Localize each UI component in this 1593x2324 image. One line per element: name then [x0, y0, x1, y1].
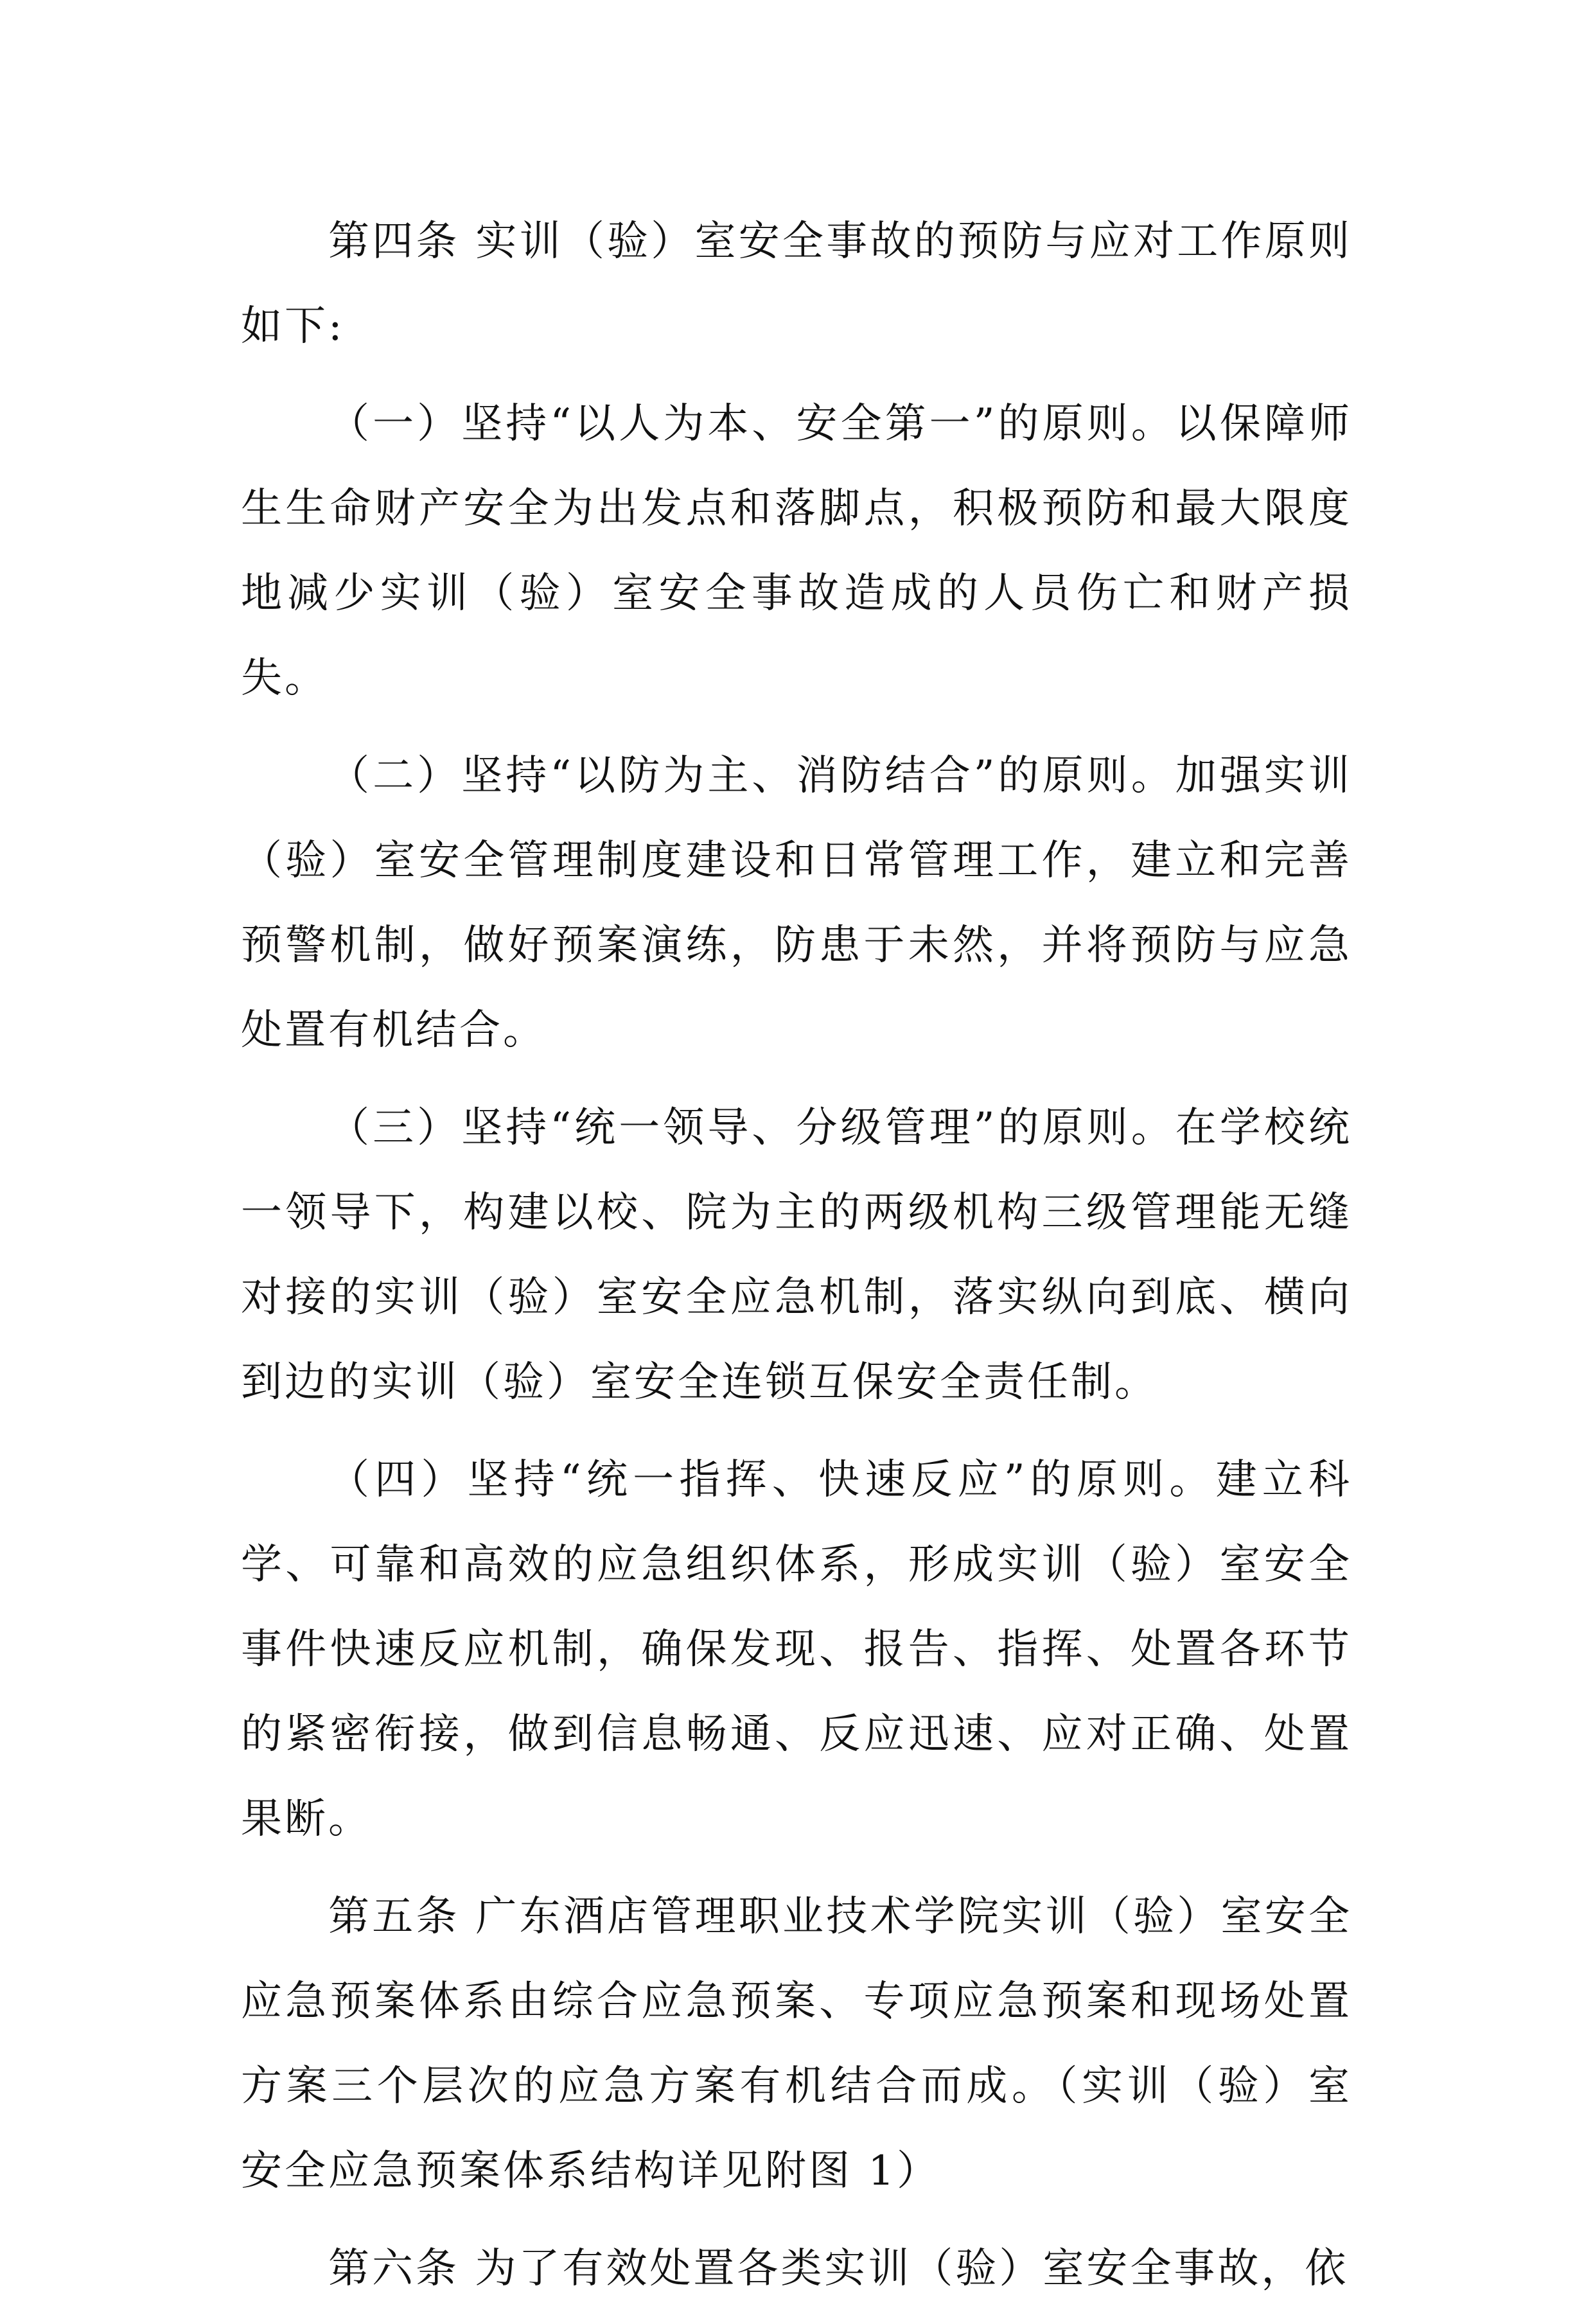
paragraph-article-5: 第五条 广东酒店管理职业技术学院实训（验）室安全应急预案体系由综合应急预案、专项应急预案和现场处置方案三个层次的应急方案有机结合而成。（实训（验）室安全应急预案体系结构详见附图 1）: [241, 1893, 1352, 2195]
paragraph-principle-1: （一）坚持“以人为本、安全第一”的原则。以保障师生生命财产安全为出发点和落脚点，积极预防和最大限度地减少实训（验）室安全事故造成的人员伤亡和财产损失。: [241, 400, 1352, 702]
paragraph-article-6: 第六条 为了有效处置各类实训（验）室安全事故，依: [328, 2245, 1349, 2293]
paragraph-principle-4: （四）坚持“统一指挥、快速反应”的原则。建立科学、可靠和高效的应急组织体系，形成实训（验）室安全事件快速反应机制，确保发现、报告、指挥、处置各环节的紧密衔接，做到信息畅通、反应迅速、应对正确、处置果断。: [241, 1456, 1352, 1843]
document-body: [241, 199, 1352, 2324]
paragraph-article-4: 第四条 实训（验）室安全事故的预防与应对工作原则如下:: [241, 218, 1352, 350]
paragraph-principle-3: （三）坚持“统一领导、分级管理”的原则。在学校统一领导下，构建以校、院为主的两级机构三级管理能无缝对接的实训（验）室安全应急机制，落实纵向到底、横向到边的实训（验）室安全连锁互保安全责任制。: [241, 1104, 1352, 1406]
paragraph-principle-2: （二）坚持“以防为主、消防结合”的原则。加强实训（验）室安全管理制度建设和日常管理工作，建立和完善预警机制，做好预案演练，防患于未然，并将预防与应急处置有机结合。: [241, 752, 1352, 1054]
